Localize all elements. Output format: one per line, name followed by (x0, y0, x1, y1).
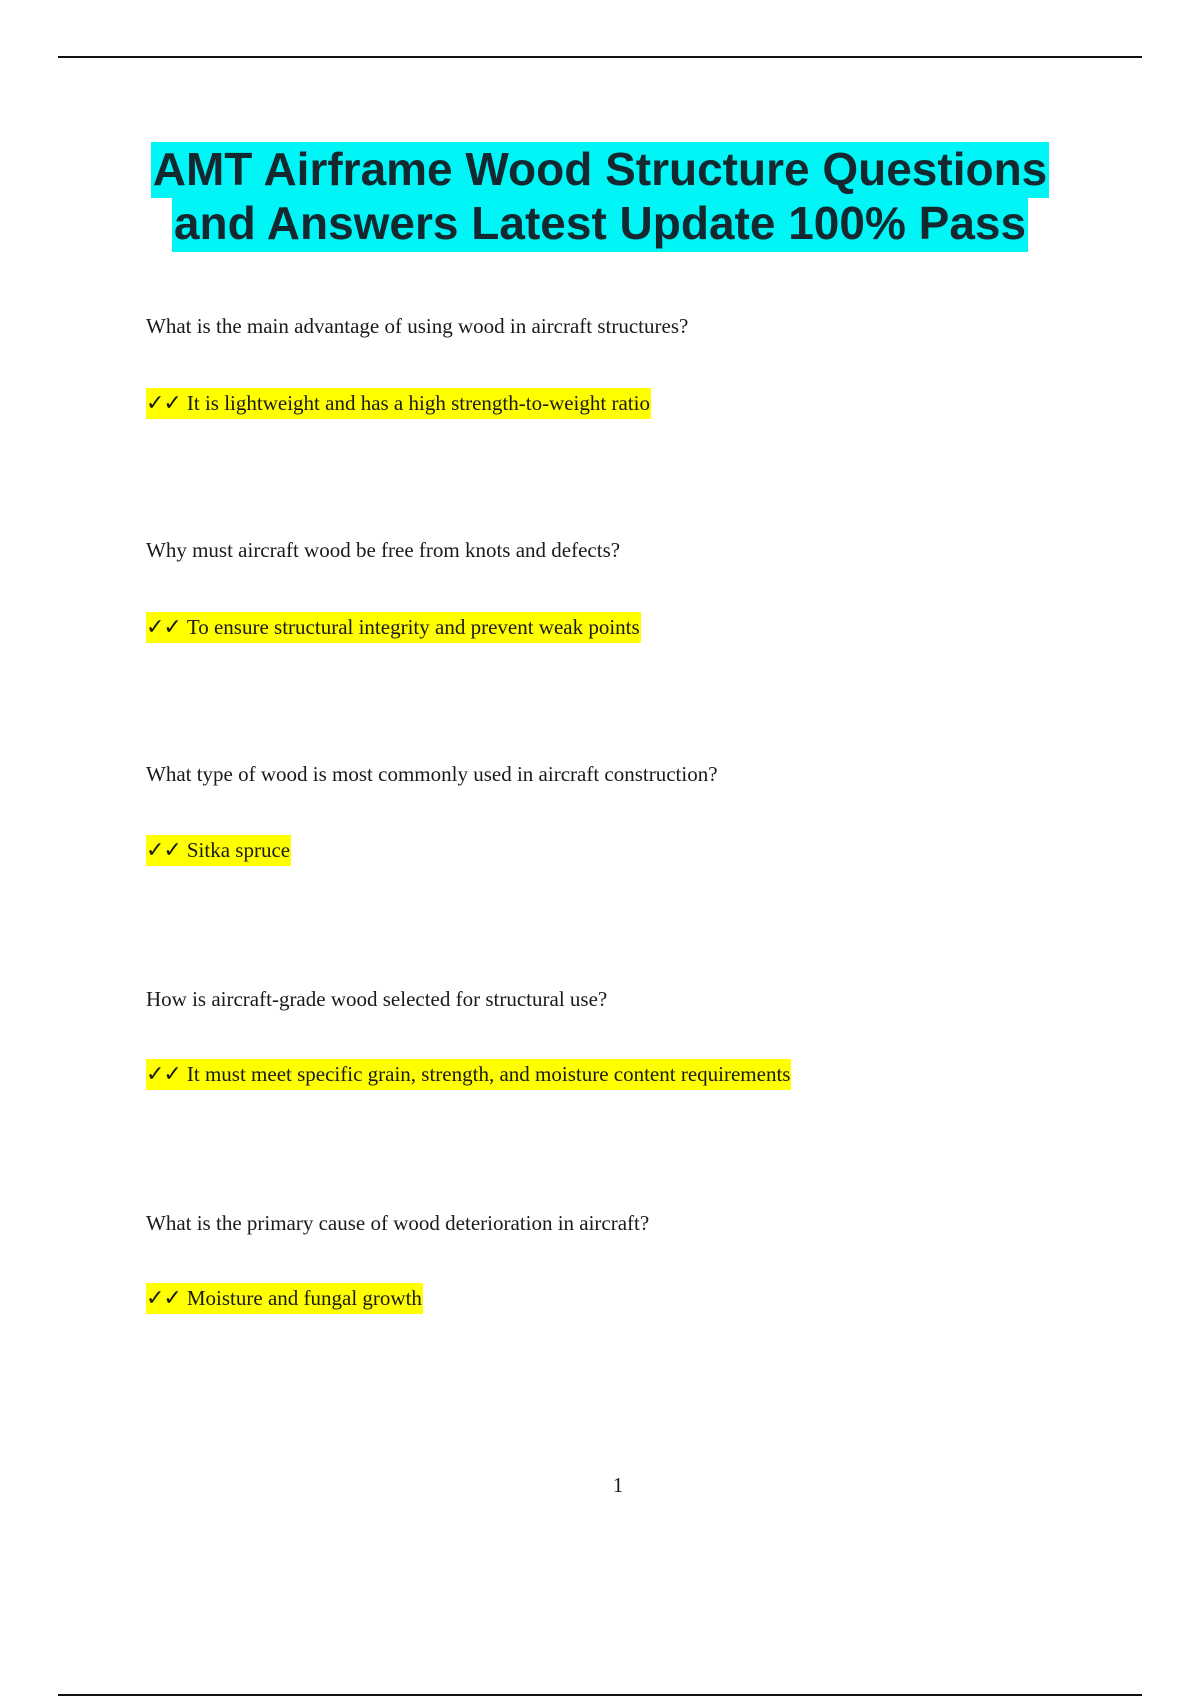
question-2: Why must aircraft wood be free from knots and defects? (146, 538, 621, 562)
bottom-rule (58, 1694, 1142, 1696)
double-check-icon: ✓✓ (146, 1286, 181, 1311)
double-check-icon: ✓✓ (146, 615, 181, 640)
question-5: What is the primary cause of wood deterioration in aircraft? (146, 1211, 650, 1235)
answer-2 (146, 614, 641, 641)
answer-text: Sitka spruce (186, 838, 291, 862)
page-number: 1 (612, 1473, 624, 1497)
answer-1 (146, 390, 651, 417)
answer-5 (146, 1285, 423, 1312)
answer-text: To ensure structural integrity and prevent weak points (186, 615, 640, 639)
answer-text: Moisture and fungal growth (186, 1286, 422, 1310)
answer-highlight (146, 1283, 423, 1314)
answer-4 (146, 1061, 791, 1088)
double-check-icon: ✓✓ (146, 391, 181, 416)
double-check-icon: ✓✓ (146, 1062, 181, 1087)
answer-highlight (146, 612, 641, 643)
answer-highlight (146, 388, 651, 419)
double-check-icon: ✓✓ (146, 838, 181, 863)
question-4: How is aircraft-grade wood selected for structural use? (146, 987, 608, 1011)
question-1: What is the main advantage of using wood in aircraft structures? (146, 314, 689, 338)
answer-highlight (146, 835, 291, 866)
title-line-2: and Answers Latest Update 100% Pass (172, 196, 1028, 252)
title-line-1: AMT Airframe Wood Structure Questions (151, 142, 1050, 198)
answer-text: It is lightweight and has a high strength-to-weight ratio (186, 391, 650, 415)
answer-3 (146, 837, 291, 864)
question-3: What type of wood is most commonly used in aircraft construction? (146, 762, 718, 786)
answer-text: It must meet specific grain, strength, and moisture content requirements (186, 1062, 791, 1086)
answer-highlight (146, 1059, 791, 1090)
